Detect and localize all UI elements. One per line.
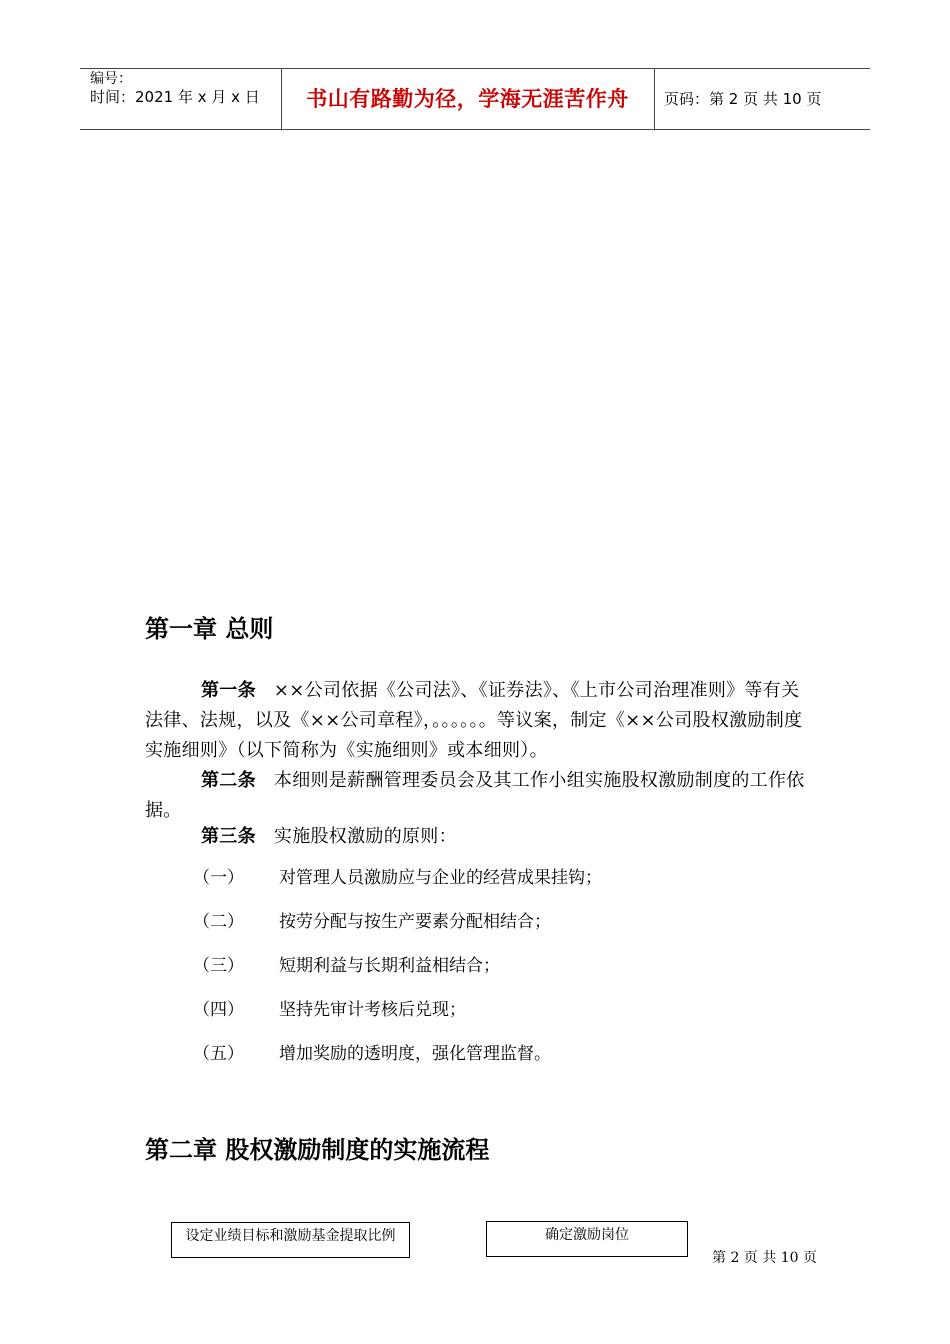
principle-item — [193, 866, 602, 890]
principle-text: 坚持先审计考核后兑现； — [279, 1000, 466, 1020]
principle-number: （五） — [193, 1044, 244, 1064]
article-3-label: 第三条 — [201, 826, 256, 847]
document-time-label: 时间：2021 年 x 月 x 日 — [90, 88, 260, 106]
article-2-label: 第二条 — [201, 770, 256, 791]
principle-text: 短期利益与长期利益相结合； — [279, 956, 500, 976]
principle-item — [193, 954, 500, 978]
article-2 — [145, 766, 810, 826]
article-1-text: ××公司依据《公司法》、《证券法》、《上市公司治理准则》等有关法律、法规，以及《××公司章程》，。。。。。。等议案，制定《××公司股权激励制度实施细则》（以下简称为《实施细则》或本细则）。 — [145, 680, 803, 761]
header-motto: 书山有路勤为径，学海无涯苦作舟 — [306, 87, 629, 111]
principle-item — [193, 910, 551, 934]
chapter-2-title: 第二章 股权激励制度的实施流程 — [145, 1135, 490, 1164]
principle-text: 增加奖励的透明度，强化管理监督。 — [279, 1044, 551, 1064]
header-page-number: 页码：第 2 页 共 10 页 — [664, 90, 822, 108]
flow-box-performance-target: 设定业绩目标和激励基金提取比例 — [171, 1222, 410, 1258]
principle-item — [193, 998, 466, 1022]
flow-box-incentive-positions: 确定激励岗位 — [486, 1221, 688, 1257]
article-3 — [145, 822, 810, 852]
article-3-text: 实施股权激励的原则： — [273, 826, 457, 847]
article-1-label: 第一条 — [201, 680, 256, 701]
header-right-cell — [654, 69, 870, 129]
page-footer: 第 2 页 共 10 页 — [712, 1250, 817, 1266]
principle-text: 对管理人员激励应与企业的经营成果挂钩； — [279, 868, 602, 888]
principle-number: （二） — [193, 912, 244, 932]
principle-number: （三） — [193, 956, 244, 976]
principle-number: （四） — [193, 1000, 244, 1020]
chapter-1-title: 第一章 总则 — [145, 614, 274, 643]
page-header — [80, 68, 870, 130]
article-2-text: 本细则是薪酬管理委员会及其工作小组实施股权激励制度的工作依据。 — [145, 770, 805, 821]
principle-text: 按劳分配与按生产要素分配相结合； — [279, 912, 551, 932]
header-left-cell — [80, 69, 282, 129]
article-1 — [145, 676, 810, 766]
principle-number: （一） — [193, 868, 244, 888]
header-middle-cell — [281, 69, 655, 129]
document-number-label: 编号： — [90, 71, 132, 87]
principle-item — [193, 1042, 551, 1066]
